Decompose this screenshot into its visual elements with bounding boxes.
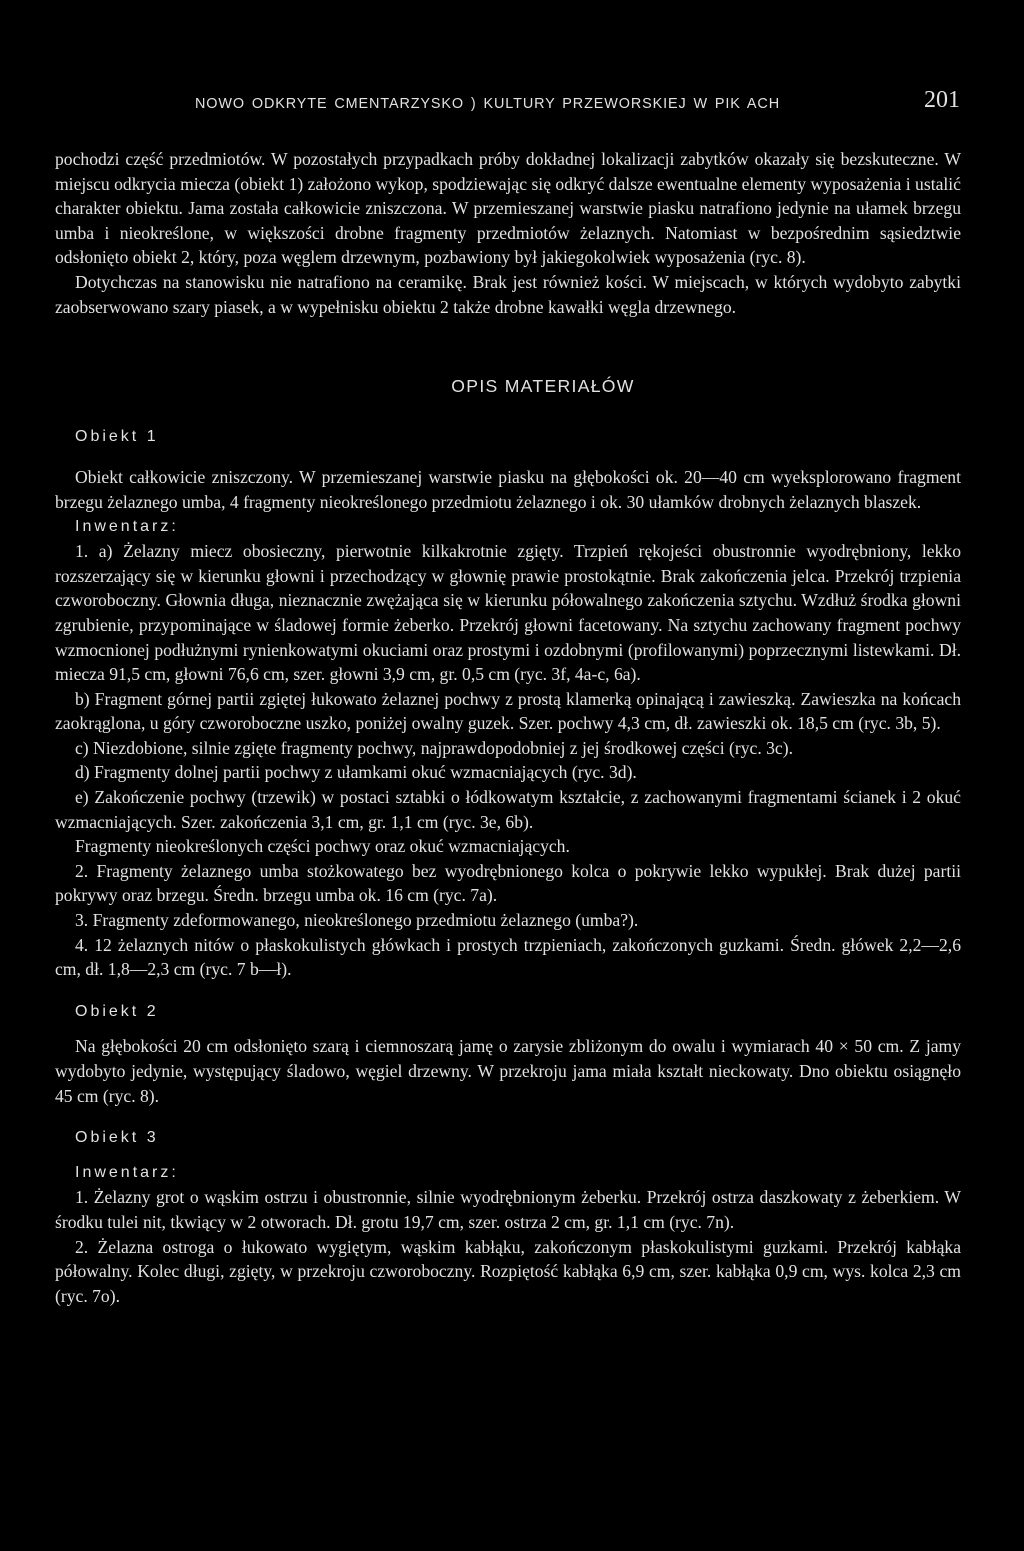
obiekt-3-inventory-label: Inwentarz: [75, 1163, 179, 1181]
obiekt-1-item-1b: b) Fragment górnej partii zgiętej łukowato żelaznej pochwy z prostą klamerką opinającą i zawieszką. Zawieszka na końcach zaokrąglona, u góry czworoboczne uszko, poniżej owalny guzek. Szer. pochwy 4,3 cm, dł. zawieszki ok. 18,5 cm (ryc. 3b, 5). [55, 688, 961, 734]
obiekt-1-inventory-label: Inwentarz: [75, 517, 179, 535]
intro-paragraph-2: Dotychczas na stanowisku nie natrafiono na ceramikę. Brak jest również kości. W miejscach, w których wydobyto zabytki zaobserwowano szary piasek, a w wypełnisku obiektu 2 także drobne kawałki węgla drzewnego. [55, 271, 961, 317]
obiekt-1-item-1d: d) Fragmenty dolnej partii pochwy z ułamkami okuć wzmacniających (ryc. 3d). [75, 762, 637, 783]
page-number: 201 [924, 87, 960, 113]
obiekt-3-item-1: 1. Żelazny grot o wąskim ostrzu i obustronnie, silnie wyodrębnionym żeberku. Przekrój ostrza daszkowaty z żeberkiem. W środku tulei nit, tkwiący w 2 otworach. Dł. grotu 19,7 cm, szer. ostrza 2 cm, gr. 1,1 cm (ryc. 7n). [55, 1187, 961, 1232]
obiekt-3-heading: Obiekt 3 [75, 1129, 159, 1147]
obiekt-1-item-fragments: Fragmenty nieokreślonych części pochwy oraz okuć wzmacniających. [75, 836, 570, 857]
running-title: NOWO ODKRYTE CMENTARZYSKO ) KULTURY PRZEWORSKIEJ W PIK ACH [195, 96, 780, 112]
intro-paragraph-1: pochodzi część przedmiotów. W pozostałych przypadkach próby dokładnej lokalizacji zabytków okazały się bezskuteczne. W miejscu odkrycia miecza (obiekt 1) założono wykop, spodziewając się odkryć dalsze ewentualne elementy wyposażenia i ustalić charakter obiektu. Jama została całkowicie zniszczona. W przemieszanej warstwie piasku natrafiono jedynie na ułamek brzegu umba i nieokreślone, w większości drobne fragmenty przedmiotów żelaznych. Natomiast w bezpośrednim sąsiedztwie odsłonięto obiekt 2, który, poza węglem drzewnym, pozbawiony był jakiegokolwiek wyposażenia (ryc. 8). [55, 149, 961, 268]
obiekt-1-item-1a: 1. a) Żelazny miecz obosieczny, pierwotnie kilkakrotnie zgięty. Trzpień rękojeści obustronnie wyodrębniony, lekko rozszerzający się w kierunku głowni i przechodzący w głownię prawie prostokątnie. Brak zakończenia jelca. Przekrój trzpienia czworoboczny. Głownia długa, nieznacznie zwężająca się w kierunku półowalnego zakończenia sztychu. Wzdłuż środka głowni zgrubienie, przypominające w śladowej formie żeberko. Przekrój głowni facetowany. Na sztychu zachowany fragment pochwy wzmocnionej podłużnymi rynienkowatymi okuciami oraz prostymi i ozdobnymi (profilowanymi) poprzecznymi listewkami. Dł. miecza 91,5 cm, głowni 76,6 cm, szer. głowni 3,9 cm, gr. 0,5 cm (ryc. 3f, 4a-c, 6a). [55, 541, 961, 685]
section-title: OPIS MATERIAŁÓW [451, 376, 635, 397]
page-body [55, 147, 961, 1308]
obiekt-3-item-2: 2. Żelazna ostroga o łukowato wygiętym, wąskim kabłąku, zakończonym płaskokulistymi guzkami. Przekrój kabłąka półowalny. Kolec długi, zgięty, w przekroju czworoboczny. Rozpiętość kabłąka 6,9 cm, szer. kabłąka 0,9 cm, wys. kolca 2,3 cm (ryc. 7o). [55, 1236, 961, 1306]
obiekt-1-item-3: 3. Fragmenty zdeformowanego, nieokreślonego przedmiotu żelaznego (umba?). [75, 910, 639, 931]
obiekt-1-item-2: 2. Fragmenty żelaznego umba stożkowatego bez wyodrębnionego kolca o pokrywie lekko wypukłej. Brak dużej partii pokrywy oraz brzegu. Średn. brzegu umba ok. 16 cm (ryc. 7a). [55, 860, 961, 906]
obiekt-1-description: Obiekt całkowicie zniszczony. W przemieszanej warstwie piasku na głębokości ok. 20—40 cm wyeksplorowano fragment brzegu żelaznego umba, 4 fragmenty nieokreślonego przedmiotu żelaznego i ok. 30 ułamków drobnych żelaznych blaszek. [55, 467, 961, 512]
obiekt-1-item-4: 4. 12 żelaznych nitów o płaskokulistych główkach i prostych trzpieniach, zakończonych guzkami. Średn. główek 2,2—2,6 cm, dł. 1,8—2,3 cm (ryc. 7 b—ł). [55, 934, 961, 980]
obiekt-2-heading: Obiekt 2 [75, 1002, 159, 1020]
obiekt-2-description: Na głębokości 20 cm odsłonięto szarą i ciemnoszarą jamę o zarysie zbliżonym do owalu i wymiarach 40 × 50 cm. Z jamy wydobyto jedynie, występujący śladowo, węgiel drzewny. W przekroju jama miała kształt nieckowaty. Dno obiektu osiągnęło 45 cm (ryc. 8). [55, 1036, 961, 1106]
obiekt-1-item-1e: e) Zakończenie pochwy (trzewik) w postaci sztabki o łódkowatym kształcie, z zachowanymi fragmentami ścianek i 2 okuć wzmacniających. Szer. zakończenia 3,1 cm, gr. 1,1 cm (ryc. 3e, 6b). [55, 787, 961, 832]
page-header [55, 87, 960, 120]
obiekt-1-item-1c: c) Niezdobione, silnie zgięte fragmenty pochwy, najprawdopodobniej z jej środkowej części (ryc. 3c). [75, 737, 793, 758]
obiekt-1-heading: Obiekt 1 [75, 427, 159, 445]
